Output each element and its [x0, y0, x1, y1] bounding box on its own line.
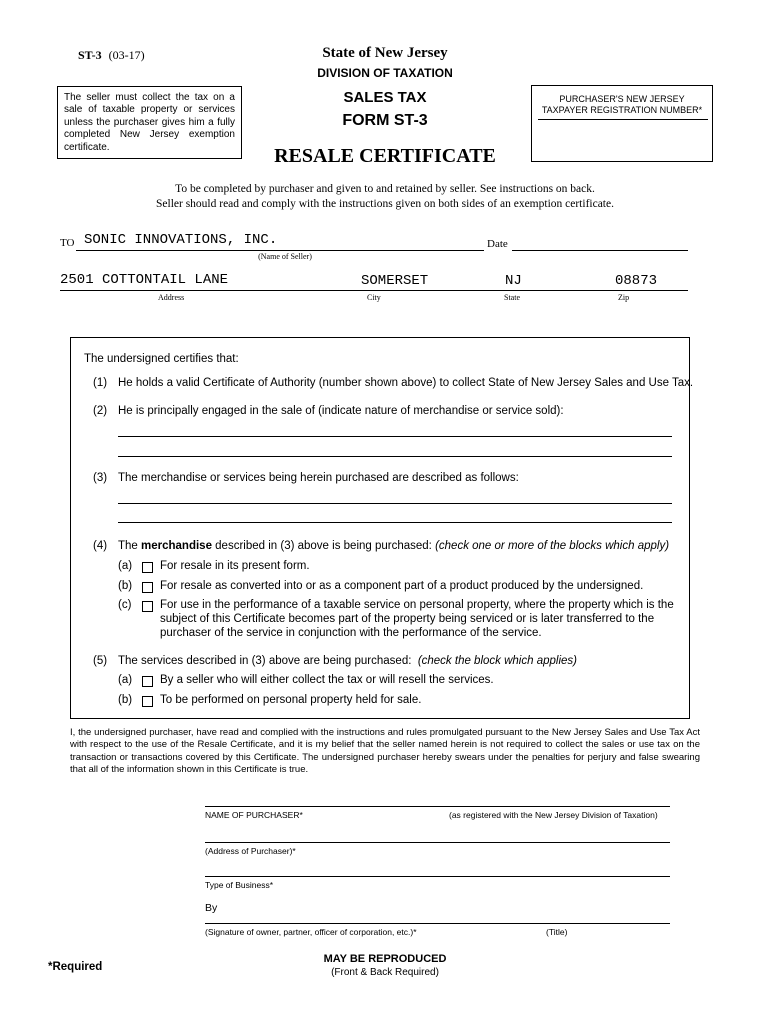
purchaser-address-line[interactable]	[205, 842, 670, 843]
certifies-intro: The undersigned certifies that:	[84, 353, 239, 365]
item2-line1[interactable]	[118, 436, 672, 437]
seller-name-caption: (Name of Seller)	[258, 252, 312, 261]
may-be-reproduced: MAY BE REPRODUCED	[323, 953, 447, 965]
item4b-label: (b)	[118, 580, 133, 592]
item2-text: He is principally engaged in the sale of (indicate nature of merchandise or service sold):	[118, 405, 564, 417]
seller-address-line	[60, 290, 688, 291]
item3-line1[interactable]	[118, 503, 672, 504]
instructions-line2: Seller should read and comply with the instructions given on both sides of an exemption certificate.	[156, 198, 614, 210]
item2-line2[interactable]	[118, 456, 672, 457]
item4-number: (4)	[93, 540, 108, 552]
sales-tax-heading: SALES TAX	[343, 89, 427, 106]
address-caption: Address	[158, 293, 185, 302]
item4b-text: For resale as converted into or as a component part of a product produced by the undersigned.	[160, 580, 644, 592]
seller-city-value[interactable]: SOMERSET	[361, 273, 429, 289]
item4a-checkbox[interactable]	[142, 562, 153, 573]
signature-line[interactable]	[205, 923, 670, 924]
form-name: FORM ST-3	[342, 112, 428, 129]
seller-state-value[interactable]: NJ	[505, 273, 522, 289]
form-code	[78, 48, 145, 63]
item5a-label: (a)	[118, 674, 133, 686]
item4-text-italic: (check one or more of the blocks which apply)	[435, 540, 670, 552]
item4-text-mid: described in (3) above is being purchased:	[211, 540, 436, 552]
item1-text: He holds a valid Certificate of Authority (number shown above) to collect State of New Jersey Sales and Use Tax.	[118, 377, 694, 389]
item4-text-pre: The	[118, 540, 142, 552]
page-title: RESALE CERTIFICATE	[274, 145, 496, 167]
taxpayer-box-line1: PURCHASER'S NEW JERSEY	[559, 94, 685, 104]
taxpayer-box-line2: TAXPAYER REGISTRATION NUMBER*	[541, 105, 703, 115]
title-label: (Title)	[546, 927, 568, 937]
purchaser-address-label: (Address of Purchaser)*	[205, 846, 296, 856]
front-back-required: (Front & Back Required)	[331, 967, 439, 978]
item5-number: (5)	[93, 655, 108, 667]
seller-zip-value[interactable]: 08873	[615, 273, 658, 289]
item5-text-pre: The services described in (3) above are being purchased:	[118, 655, 418, 667]
state-caption: State	[504, 293, 520, 302]
seller-notice-text: The seller must collect the tax on a sale of taxable property or services unless the purchaser gives him a fully completed New Jersey exemption certificate.	[64, 92, 235, 153]
state-name: State of New Jersey	[322, 45, 448, 61]
instructions-line1: To be completed by purchaser and given to and retained by seller. See instructions on back.	[175, 183, 595, 195]
item5b-label: (b)	[118, 694, 133, 706]
item1-number: (1)	[93, 377, 108, 389]
form-code-label: ST-3	[78, 48, 102, 62]
item5b-checkbox[interactable]	[142, 696, 153, 707]
signature-label: (Signature of owner, partner, officer of corporation, etc.)*	[205, 927, 417, 937]
item4c-label: (c)	[118, 599, 132, 611]
item4c-text-line1: For use in the performance of a taxable service on personal property, where the property which is the	[160, 599, 674, 611]
item4b-checkbox[interactable]	[142, 582, 153, 593]
to-label: TO	[60, 237, 75, 249]
zip-caption: Zip	[618, 293, 630, 302]
item3-line2[interactable]	[118, 522, 672, 523]
item3-number: (3)	[93, 472, 108, 484]
item4c-text-line2: subject of this Certificate becomes part of the property being serviced or is later transferred to the	[160, 613, 655, 625]
form-date: (03-17)	[108, 48, 145, 62]
date-label: Date	[487, 238, 508, 250]
purchaser-name-label: NAME OF PURCHASER*	[205, 810, 303, 820]
item5a-text: By a seller who will either collect the tax or will resell the services.	[160, 674, 494, 686]
item3-text: The merchandise or services being herein purchased are described as follows:	[118, 472, 519, 484]
item5-text	[118, 655, 577, 667]
business-type-label: Type of Business*	[205, 880, 274, 890]
item5b-text: To be performed on personal property held for sale.	[160, 694, 422, 706]
item5-text-italic: (check the block which applies)	[417, 655, 577, 667]
date-line[interactable]	[512, 250, 688, 251]
by-label: By	[205, 902, 218, 914]
item4-text-bold: merchandise	[141, 540, 212, 552]
purchaser-name-line[interactable]	[205, 806, 670, 807]
taxpayer-registration-box[interactable]	[531, 85, 713, 162]
item4a-label: (a)	[118, 560, 133, 572]
item5a-checkbox[interactable]	[142, 676, 153, 687]
declaration-text: I, the undersigned purchaser, have read and complied with the instructions and rules promulgated pursuant to the New Jersey Sales and Use Tax Act with respect to the use of the Resale Certificate, and it is my belief that the seller named herein is not required to collect the sales or use tax on the transaction or transactions covered by this Certificate. The undersigned purchaser hereby swears under the penalties for perjury and false swearing that all of the information shown in this Certificate is true.	[70, 727, 700, 775]
taxpayer-box-underline	[538, 119, 708, 120]
item2-number: (2)	[93, 405, 108, 417]
division-name: DIVISION OF TAXATION	[317, 66, 453, 80]
item4c-checkbox[interactable]	[142, 601, 153, 612]
seller-name-value[interactable]: SONIC INNOVATIONS, INC.	[84, 232, 278, 248]
item4-text	[118, 540, 669, 552]
seller-name-line	[76, 250, 484, 251]
business-type-line[interactable]	[205, 876, 670, 877]
item4a-text: For resale in its present form.	[160, 560, 310, 572]
city-caption: City	[367, 293, 381, 302]
seller-address-value[interactable]: 2501 COTTONTAIL LANE	[60, 272, 229, 288]
required-note: *Required	[48, 961, 103, 973]
item4c-text-line3: purchaser of the service in conjunction with the performance of the service.	[160, 627, 542, 639]
purchaser-name-note: (as registered with the New Jersey Division of Taxation)	[449, 810, 658, 820]
